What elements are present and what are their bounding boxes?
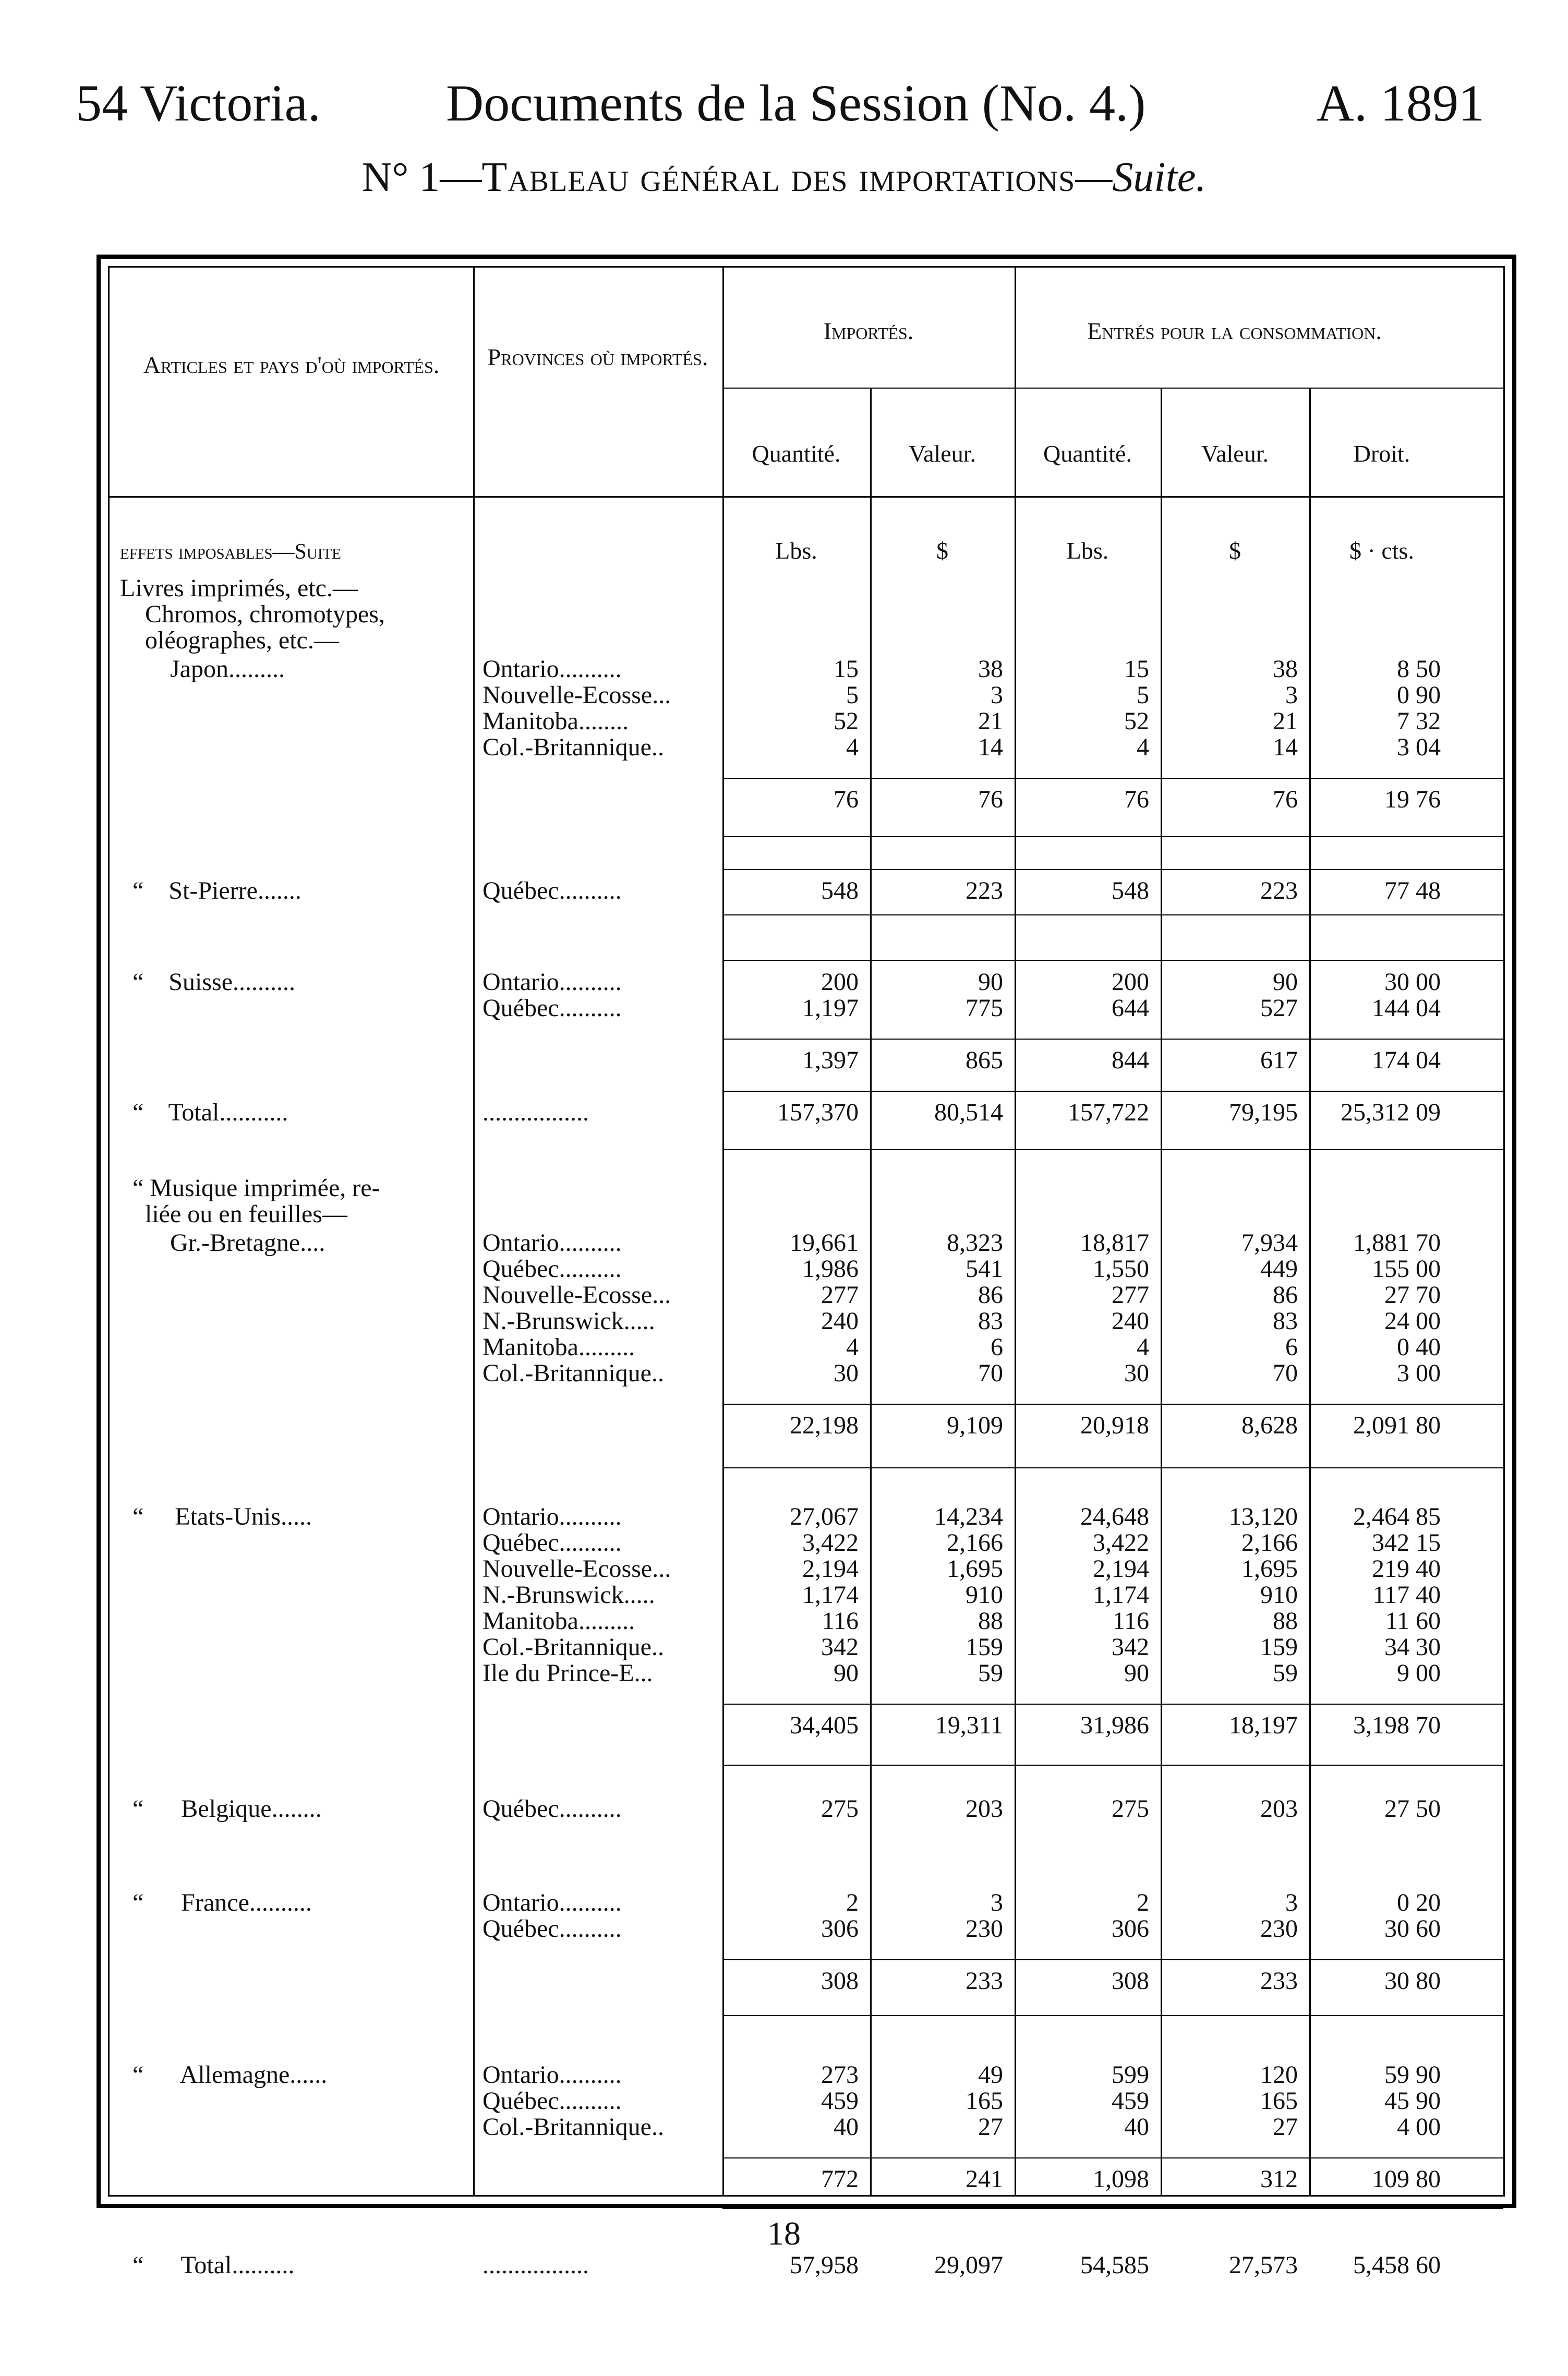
value-cell: 3,422 <box>802 1529 859 1557</box>
value-cell: 2,194 <box>802 1555 859 1583</box>
value-cell: 144 04 <box>1372 994 1441 1022</box>
value-cell: 8 50 <box>1397 655 1441 683</box>
value-cell: 90 <box>1273 968 1298 996</box>
value-cell: 80,514 <box>934 1099 1003 1126</box>
value-cell: 90 <box>834 1659 859 1687</box>
value-cell: 312 <box>1260 2165 1298 2193</box>
article-cell: “ Suisse.......... <box>120 968 295 996</box>
value-cell: 30 00 <box>1384 968 1441 996</box>
subtotal-rule <box>722 1039 1503 1040</box>
rule <box>1309 388 1311 2195</box>
value-cell: 86 <box>978 1281 1003 1309</box>
province-cell: Col.-Britannique.. <box>483 1359 664 1387</box>
value-cell: 174 04 <box>1372 1046 1441 1074</box>
subtotal-rule <box>722 869 1503 870</box>
value-cell: 27 <box>978 2113 1003 2141</box>
value-cell: 342 <box>1112 1633 1149 1661</box>
value-cell: 45 90 <box>1384 2087 1441 2115</box>
value-cell: 4 <box>846 1333 859 1361</box>
value-cell: 1,098 <box>1093 2165 1149 2193</box>
value-cell: 277 <box>821 1281 859 1309</box>
value-cell: 6 <box>1285 1333 1298 1361</box>
province-cell: Ontario.......... <box>483 968 622 996</box>
value-cell: 2,166 <box>1241 1529 1298 1557</box>
value-cell: 6 <box>991 1333 1003 1361</box>
province-cell: Nouvelle-Ecosse... <box>483 1281 671 1309</box>
unit-qty: Lbs. <box>775 537 817 564</box>
value-cell: 3 <box>991 1889 1003 1916</box>
value-cell: 38 <box>1273 655 1298 683</box>
value-cell: 14 <box>1273 733 1298 761</box>
value-cell: 1,881 70 <box>1353 1229 1441 1257</box>
unit-val: $ <box>936 537 948 564</box>
value-cell: 3 <box>1285 681 1298 709</box>
value-cell: 240 <box>821 1307 859 1335</box>
col-provinces-header: Provinces où importés. <box>487 344 708 370</box>
article-cell: Chromos, chromotypes, <box>120 600 385 628</box>
value-cell: 15 <box>834 655 859 683</box>
article-cell: “ St-Pierre....... <box>120 877 301 904</box>
value-cell: 59 <box>978 1659 1003 1687</box>
province-cell: Ontario.......... <box>483 1229 622 1257</box>
value-cell: 200 <box>1112 968 1149 996</box>
value-cell: 3 <box>991 681 1003 709</box>
article-cell: “ Total........... <box>120 1099 288 1126</box>
province-cell: N.-Brunswick..... <box>483 1581 655 1609</box>
value-cell: 541 <box>966 1255 1003 1283</box>
value-cell: 1,550 <box>1093 1255 1149 1283</box>
value-cell: 116 <box>822 1607 859 1635</box>
province-cell: ................. <box>483 2251 589 2279</box>
subtotal-rule <box>722 836 1503 837</box>
province-cell: Nouvelle-Ecosse... <box>483 681 671 709</box>
value-cell: 308 <box>1112 1967 1149 1995</box>
article-cell: Japon......... <box>120 655 285 683</box>
value-cell: 155 00 <box>1372 1255 1441 1283</box>
value-cell: 308 <box>821 1967 859 1995</box>
value-cell: 2,091 80 <box>1353 1412 1441 1439</box>
value-cell: 27,573 <box>1229 2251 1298 2279</box>
title-prefix: N° 1— <box>361 154 482 200</box>
subtotal-rule <box>722 1404 1503 1405</box>
value-cell: 277 <box>1112 1281 1149 1309</box>
province-cell: Québec.......... <box>483 877 622 904</box>
subtotal-rule <box>722 2157 1503 2158</box>
value-cell: 27 50 <box>1384 1795 1441 1823</box>
value-cell: 644 <box>1112 994 1149 1022</box>
value-cell: 0 20 <box>1397 1889 1441 1916</box>
province-cell: Col.-Britannique.. <box>483 733 664 761</box>
province-cell: Nouvelle-Ecosse... <box>483 1555 671 1583</box>
value-cell: 70 <box>1273 1359 1298 1387</box>
rule <box>722 388 1503 389</box>
value-cell: 1,174 <box>802 1581 859 1609</box>
value-cell: 1,695 <box>1241 1555 1298 1583</box>
value-cell: 5,458 60 <box>1353 2251 1441 2279</box>
value-cell: 77 48 <box>1384 877 1441 904</box>
value-cell: 233 <box>966 1967 1003 1995</box>
col-imported-header: Importés. <box>823 318 914 344</box>
rule <box>473 268 475 2195</box>
value-cell: 38 <box>978 655 1003 683</box>
value-cell: 13,120 <box>1229 1503 1298 1530</box>
value-cell: 5 <box>846 681 859 709</box>
import-table <box>97 255 1516 2279</box>
subtotal-rule <box>722 1704 1503 1705</box>
value-cell: 27 70 <box>1384 1281 1441 1309</box>
section-label: effets imposables—Suite <box>120 540 341 564</box>
value-cell: 2 <box>846 1889 859 1916</box>
value-cell: 8,323 <box>947 1229 1003 1257</box>
value-cell: 49 <box>978 2061 1003 2089</box>
value-cell: 34,405 <box>790 1711 859 1739</box>
value-cell: 24,648 <box>1080 1503 1149 1530</box>
article-cell: “ Allemagne...... <box>120 2061 328 2089</box>
value-cell: 76 <box>1273 786 1298 813</box>
value-cell: 3,198 70 <box>1353 1711 1441 1739</box>
article-cell: oléographes, etc.— <box>120 626 339 654</box>
subtotal-rule <box>722 960 1503 961</box>
value-cell: 88 <box>1273 1607 1298 1635</box>
value-cell: 21 <box>978 707 1003 735</box>
value-cell: 548 <box>821 877 859 904</box>
value-cell: 4 <box>1137 733 1149 761</box>
province-cell: Ontario.......... <box>483 1889 622 1916</box>
value-cell: 165 <box>1260 2087 1298 2115</box>
table-title <box>0 154 1568 201</box>
value-cell: 90 <box>1124 1659 1149 1687</box>
province-cell: Québec.......... <box>483 1795 622 1823</box>
value-cell: 7,934 <box>1241 1229 1298 1257</box>
subtotal-rule <box>722 778 1503 779</box>
value-cell: 30 60 <box>1384 1915 1441 1943</box>
subtotal-rule <box>722 1765 1503 1766</box>
article-cell: liée ou en feuilles— <box>120 1200 347 1228</box>
value-cell: 83 <box>978 1307 1003 1335</box>
value-cell: 59 <box>1273 1659 1298 1687</box>
value-cell: 3 00 <box>1397 1359 1441 1387</box>
value-cell: 52 <box>834 707 859 735</box>
col-val2-header: Valeur. <box>1201 440 1269 467</box>
value-cell: 120 <box>1260 2061 1298 2089</box>
value-cell: 19 76 <box>1384 786 1441 813</box>
value-cell: 165 <box>966 2087 1003 2115</box>
value-cell: 203 <box>1260 1795 1298 1823</box>
col-qty-header: Quantité. <box>752 440 841 467</box>
col-duty-header: Droit. <box>1353 440 1410 467</box>
subtotal-rule <box>722 1959 1503 1960</box>
value-cell: 775 <box>966 994 1003 1022</box>
value-cell: 21 <box>1273 707 1298 735</box>
page-number: 18 <box>767 2215 801 2252</box>
value-cell: 342 <box>821 1633 859 1661</box>
value-cell: 40 <box>834 2113 859 2141</box>
province-cell: Ontario.......... <box>483 1503 622 1530</box>
value-cell: 27 <box>1273 2113 1298 2141</box>
value-cell: 79,195 <box>1229 1099 1298 1126</box>
title-suffix: —Suite. <box>1075 154 1207 200</box>
value-cell: 34 30 <box>1384 1633 1441 1661</box>
value-cell: 449 <box>1260 1255 1298 1283</box>
province-cell: N.-Brunswick..... <box>483 1307 655 1335</box>
value-cell: 2 <box>1137 1889 1149 1916</box>
value-cell: 2,194 <box>1093 1555 1149 1583</box>
value-cell: 1,397 <box>802 1046 859 1074</box>
value-cell: 86 <box>1273 1281 1298 1309</box>
value-cell: 70 <box>978 1359 1003 1387</box>
value-cell: 240 <box>1112 1307 1149 1335</box>
value-cell: 109 80 <box>1372 2165 1441 2193</box>
value-cell: 4 <box>846 733 859 761</box>
value-cell: 52 <box>1124 707 1149 735</box>
value-cell: 157,722 <box>1068 1099 1149 1126</box>
value-cell: 4 <box>1137 1333 1149 1361</box>
value-cell: 2,464 85 <box>1353 1503 1441 1530</box>
value-cell: 275 <box>1112 1795 1149 1823</box>
value-cell: 30 <box>834 1359 859 1387</box>
unit-qty2: Lbs. <box>1066 537 1109 564</box>
value-cell: 0 90 <box>1397 681 1441 709</box>
unit-duty: $ · cts. <box>1349 537 1414 564</box>
subtotal-rule <box>722 2208 1503 2209</box>
value-cell: 1,197 <box>802 994 859 1022</box>
value-cell: 3,422 <box>1093 1529 1149 1557</box>
article-cell: “ Total.......... <box>120 2251 295 2279</box>
value-cell: 19,311 <box>935 1711 1003 1739</box>
value-cell: 90 <box>978 968 1003 996</box>
value-cell: 159 <box>1260 1633 1298 1661</box>
province-cell: Québec.......... <box>483 994 622 1022</box>
province-cell: Manitoba........ <box>483 707 629 735</box>
value-cell: 20,918 <box>1080 1412 1149 1439</box>
value-cell: 1,986 <box>802 1255 859 1283</box>
value-cell: 844 <box>1112 1046 1149 1074</box>
rule <box>870 388 872 2195</box>
province-cell: Ontario.......... <box>483 2061 622 2089</box>
value-cell: 31,986 <box>1080 1711 1149 1739</box>
header-center: Documents de la Session (No. 4.) <box>446 74 1146 132</box>
value-cell: 7 32 <box>1397 707 1441 735</box>
value-cell: 3 04 <box>1397 733 1441 761</box>
value-cell: 22,198 <box>790 1412 859 1439</box>
province-cell: Québec.......... <box>483 1915 622 1943</box>
value-cell: 25,312 09 <box>1341 1099 1441 1126</box>
value-cell: 76 <box>1124 786 1149 813</box>
article-cell: “ France.......... <box>120 1889 312 1916</box>
province-cell: Manitoba......... <box>483 1607 635 1635</box>
province-cell: Québec.......... <box>483 1255 622 1283</box>
article-cell: Gr.-Bretagne.... <box>120 1229 325 1257</box>
value-cell: 76 <box>978 786 1003 813</box>
province-cell: ................. <box>483 1099 589 1126</box>
value-cell: 223 <box>966 877 1003 904</box>
value-cell: 233 <box>1260 1967 1298 1995</box>
province-cell: Ile du Prince-E... <box>483 1659 653 1687</box>
province-cell: Québec.......... <box>483 1529 622 1557</box>
value-cell: 11 60 <box>1385 1607 1441 1635</box>
value-cell: 910 <box>966 1581 1003 1609</box>
value-cell: 223 <box>1260 877 1298 904</box>
value-cell: 29,097 <box>934 2251 1003 2279</box>
value-cell: 342 15 <box>1372 1529 1441 1557</box>
value-cell: 459 <box>1112 2087 1149 2115</box>
province-cell: Col.-Britannique.. <box>483 1633 664 1661</box>
value-cell: 19,661 <box>790 1229 859 1257</box>
value-cell: 15 <box>1124 655 1149 683</box>
value-cell: 24 00 <box>1384 1307 1441 1335</box>
value-cell: 230 <box>1260 1915 1298 1943</box>
value-cell: 910 <box>1260 1581 1298 1609</box>
col-articles-header: Articles et pays d'où importés. <box>143 352 440 378</box>
subtotal-rule <box>722 1467 1503 1468</box>
unit-val2: $ <box>1229 537 1241 564</box>
article-cell: “ Belgique........ <box>120 1795 322 1823</box>
article-cell: “ Musique imprimée, re- <box>120 1174 380 1202</box>
rule <box>1161 388 1162 2195</box>
province-cell: Manitoba......... <box>483 1333 635 1361</box>
value-cell: 2,166 <box>947 1529 1003 1557</box>
value-cell: 617 <box>1260 1046 1298 1074</box>
value-cell: 57,958 <box>790 2251 859 2279</box>
value-cell: 30 <box>1124 1359 1149 1387</box>
value-cell: 306 <box>1112 1915 1149 1943</box>
value-cell: 203 <box>966 1795 1003 1823</box>
subtotal-rule <box>722 914 1503 915</box>
value-cell: 548 <box>1112 877 1149 904</box>
value-cell: 9,109 <box>947 1412 1003 1439</box>
value-cell: 18,817 <box>1080 1229 1149 1257</box>
value-cell: 4 00 <box>1397 2113 1441 2141</box>
value-cell: 76 <box>834 786 859 813</box>
value-cell: 1,695 <box>947 1555 1003 1583</box>
article-cell: Livres imprimés, etc.— <box>120 574 358 602</box>
value-cell: 30 80 <box>1384 1967 1441 1995</box>
header-right: A. 1891 <box>1316 74 1485 132</box>
title-main: Tableau général des importations <box>481 154 1076 200</box>
col-val-header: Valeur. <box>908 440 976 467</box>
value-cell: 27,067 <box>790 1503 859 1530</box>
value-cell: 3 <box>1285 1889 1298 1916</box>
value-cell: 230 <box>966 1915 1003 1943</box>
value-cell: 59 90 <box>1384 2061 1441 2089</box>
value-cell: 459 <box>821 2087 859 2115</box>
value-cell: 219 40 <box>1372 1555 1441 1583</box>
province-cell: Col.-Britannique.. <box>483 2113 664 2141</box>
value-cell: 200 <box>821 968 859 996</box>
value-cell: 83 <box>1273 1307 1298 1335</box>
value-cell: 157,370 <box>777 1099 859 1126</box>
value-cell: 8,628 <box>1241 1412 1298 1439</box>
value-cell: 1,174 <box>1093 1581 1149 1609</box>
value-cell: 18,197 <box>1229 1711 1298 1739</box>
province-cell: Québec.......... <box>483 2087 622 2115</box>
value-cell: 241 <box>966 2165 1003 2193</box>
value-cell: 275 <box>821 1795 859 1823</box>
value-cell: 159 <box>966 1633 1003 1661</box>
value-cell: 599 <box>1112 2061 1149 2089</box>
value-cell: 40 <box>1124 2113 1149 2141</box>
value-cell: 306 <box>821 1915 859 1943</box>
province-cell: Ontario.......... <box>483 655 622 683</box>
col-qty2-header: Quantité. <box>1043 440 1132 467</box>
value-cell: 14 <box>978 733 1003 761</box>
header-left: 54 Victoria. <box>76 74 321 132</box>
value-cell: 116 <box>1112 1607 1149 1635</box>
subtotal-rule <box>722 1149 1503 1150</box>
rule <box>110 496 1503 498</box>
subtotal-rule <box>722 1091 1503 1092</box>
value-cell: 54,585 <box>1080 2251 1149 2279</box>
value-cell: 772 <box>821 2165 859 2193</box>
value-cell: 88 <box>978 1607 1003 1635</box>
value-cell: 14,234 <box>934 1503 1003 1530</box>
subtotal-rule <box>722 2015 1503 2016</box>
table-inner-frame <box>108 266 1505 2279</box>
value-cell: 865 <box>966 1046 1003 1074</box>
value-cell: 117 40 <box>1372 1581 1441 1609</box>
article-cell: “ Etats-Unis..... <box>120 1503 312 1530</box>
value-cell: 5 <box>1137 681 1149 709</box>
value-cell: 9 00 <box>1397 1659 1441 1687</box>
value-cell: 273 <box>821 2061 859 2089</box>
value-cell: 527 <box>1260 994 1298 1022</box>
col-entered-header: Entrés pour la consommation. <box>1087 318 1382 344</box>
value-cell: 0 40 <box>1397 1333 1441 1361</box>
